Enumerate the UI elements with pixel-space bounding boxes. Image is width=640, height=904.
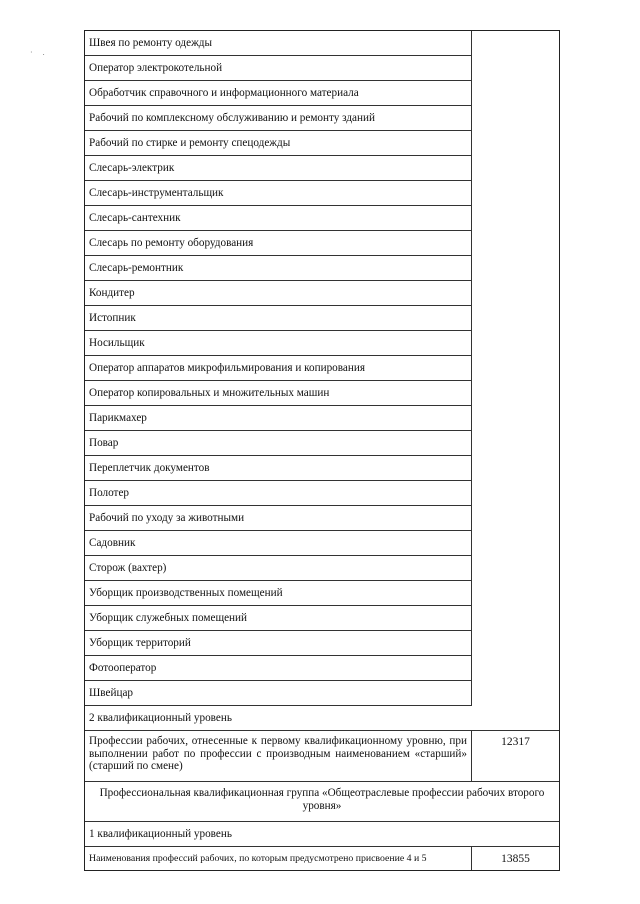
group-header-row: [85, 782, 559, 822]
occupation-name: Фотооператор: [85, 656, 472, 681]
senior-professions-salary: 12317: [501, 736, 530, 748]
occupation-row: [85, 656, 559, 681]
occupation-salary-cell: [472, 106, 559, 131]
occupation-name: Обработчик справочного и информационного материала: [85, 81, 472, 106]
occupation-row: [85, 431, 559, 456]
occupation-name: Кондитер: [85, 281, 472, 306]
occupation-salary-cell: [472, 456, 559, 481]
occupation-name: Уборщик территорий: [85, 631, 472, 656]
level-2-label: 2 квалификационный уровень: [89, 712, 232, 724]
occupation-salary-cell: [472, 506, 559, 531]
occupation-row: [85, 606, 559, 631]
occupation-name: Оператор аппаратов микрофильмирования и копирования: [85, 356, 472, 381]
occupation-name: Слесарь-инструментальщик: [85, 181, 472, 206]
occupation-name: Парикмахер: [85, 406, 472, 431]
occupation-salary-cell: [472, 131, 559, 156]
occupation-salary-cell: [472, 331, 559, 356]
occupation-row: [85, 631, 559, 656]
occupation-salary-cell: [472, 181, 559, 206]
occupation-row: [85, 506, 559, 531]
occupation-row: [85, 306, 559, 331]
occupation-row: [85, 406, 559, 431]
occupation-salary-cell: [472, 556, 559, 581]
occupation-salary-cell: [472, 356, 559, 381]
occupation-salary-cell: [472, 481, 559, 506]
occupation-row: [85, 156, 559, 181]
occupation-row: [85, 256, 559, 281]
occupation-salary-cell: [472, 206, 559, 231]
occupation-row: [85, 206, 559, 231]
occupation-row: [85, 131, 559, 156]
occupation-row: [85, 331, 559, 356]
occupation-row: [85, 381, 559, 406]
occupation-name: Рабочий по комплексному обслуживанию и ремонту зданий: [85, 106, 472, 131]
occupation-name: Повар: [85, 431, 472, 456]
occupation-row: [85, 481, 559, 506]
occupation-salary-cell: [472, 631, 559, 656]
occupation-row: [85, 181, 559, 206]
level-1-row: [85, 822, 559, 847]
occupation-salary-cell: [472, 231, 559, 256]
occupation-name: Швея по ремонту одежды: [85, 31, 472, 56]
occupation-salary-cell: [472, 306, 559, 331]
salary-table: [84, 30, 560, 871]
occupation-row: [85, 231, 559, 256]
second-level-professions-salary: 13855: [501, 853, 530, 865]
occupation-row: [85, 56, 559, 81]
level-1-label: 1 квалификационный уровень: [89, 828, 232, 840]
second-level-professions-row: [85, 847, 559, 870]
occupation-salary-cell: [472, 256, 559, 281]
second-level-professions-text: Наименования профессий рабочих, по которым предусмотрено присвоение 4 и 5: [85, 847, 472, 870]
senior-professions-row: [85, 731, 559, 782]
occupation-row: [85, 556, 559, 581]
occupation-row: [85, 531, 559, 556]
occupation-salary-cell: [472, 31, 559, 56]
occupation-name: Носильщик: [85, 331, 472, 356]
occupation-salary-cell: [472, 406, 559, 431]
occupation-salary-cell: [472, 581, 559, 606]
corner-marks: · .: [30, 48, 49, 57]
occupation-name: Слесарь-ремонтник: [85, 256, 472, 281]
occupation-name: Переплетчик документов: [85, 456, 472, 481]
occupation-row: [85, 456, 559, 481]
group-header-text: Профессиональная квалификационная группа «Общеотраслевые профессии рабочих второго уровня»: [99, 787, 545, 812]
level-2-row: [85, 706, 559, 731]
occupation-name: Слесарь по ремонту оборудования: [85, 231, 472, 256]
occupation-name: Рабочий по уходу за животными: [85, 506, 472, 531]
occupation-salary-cell: [472, 281, 559, 306]
occupation-rows: [85, 31, 559, 706]
occupation-row: [85, 356, 559, 381]
occupation-salary-cell: [472, 156, 559, 181]
occupation-row: [85, 281, 559, 306]
occupation-salary-cell: [472, 81, 559, 106]
occupation-row: [85, 81, 559, 106]
occupation-salary-cell: [472, 531, 559, 556]
occupation-name: Истопник: [85, 306, 472, 331]
occupation-name: Рабочий по стирке и ремонту спецодежды: [85, 131, 472, 156]
occupation-row: [85, 31, 559, 56]
occupation-name: Сторож (вахтер): [85, 556, 472, 581]
occupation-salary-cell: [472, 656, 559, 681]
occupation-name: Слесарь-электрик: [85, 156, 472, 181]
occupation-name: Слесарь-сантехник: [85, 206, 472, 231]
occupation-name: Садовник: [85, 531, 472, 556]
occupation-salary-cell: [472, 431, 559, 456]
occupation-salary-cell: [472, 56, 559, 81]
senior-professions-text: Профессии рабочих, отнесенные к первому квалификационному уровню, при выполнении работ по профессии с производным наименованием «старший» (старший по смене): [85, 731, 472, 781]
occupation-name: Уборщик производственных помещений: [85, 581, 472, 606]
occupation-salary-cell: [472, 381, 559, 406]
occupation-name: Швейцар: [85, 681, 472, 706]
occupation-salary-cell: [472, 681, 559, 706]
occupation-salary-cell: [472, 606, 559, 631]
occupation-row: [85, 106, 559, 131]
occupation-row: [85, 681, 559, 706]
occupation-name: Оператор копировальных и множительных машин: [85, 381, 472, 406]
occupation-name: Оператор электрокотельной: [85, 56, 472, 81]
occupation-name: Уборщик служебных помещений: [85, 606, 472, 631]
occupation-name: Полотер: [85, 481, 472, 506]
occupation-row: [85, 581, 559, 606]
